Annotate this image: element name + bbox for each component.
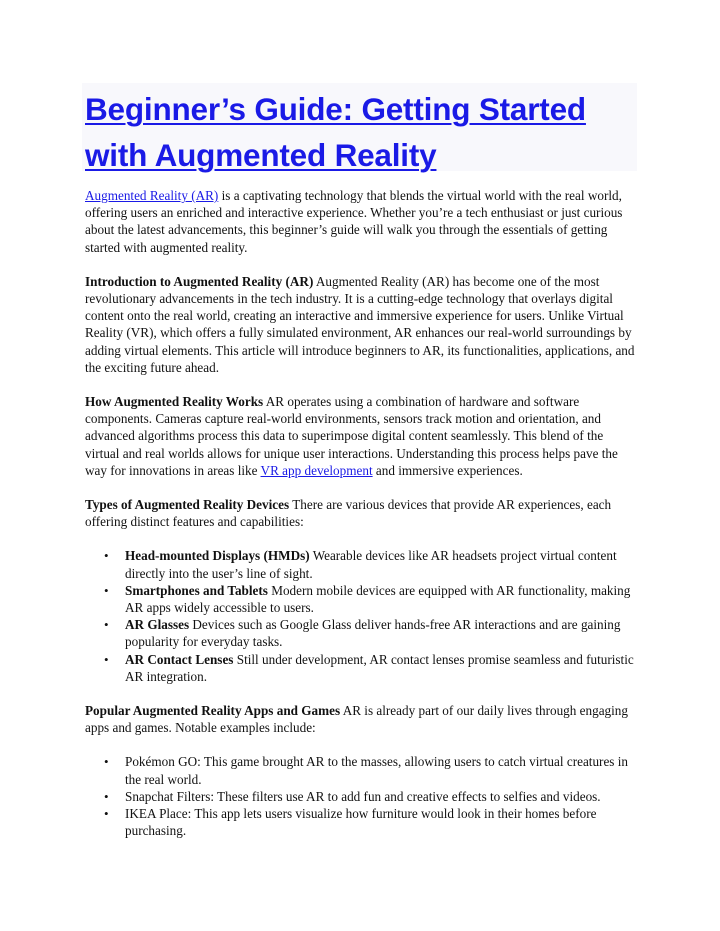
bullet-icon: • xyxy=(104,754,109,770)
list-item-label: AR Glasses xyxy=(125,617,190,633)
how-it-works-text-end: and immersive experiences. xyxy=(372,462,523,478)
vr-app-development-link[interactable]: VR app development xyxy=(260,462,373,478)
bullet-icon: • xyxy=(104,651,109,667)
device-types-text: There are various devices that provide AR experiences, each offering distinct features and capabilities: xyxy=(85,497,612,530)
document-body xyxy=(85,187,637,857)
list-item-text: IKEA Place: This app lets users visualize how furniture would look in their homes before purchasing. xyxy=(125,806,597,839)
list-item-text: Still under development, AR contact lenses promise seamless and futuristic AR integration. xyxy=(125,651,634,684)
device-types-heading: Types of Augmented Reality Devices xyxy=(85,497,290,513)
popular-apps-paragraph xyxy=(85,702,637,736)
list-item xyxy=(104,788,637,805)
how-it-works-text: AR operates using a combination of hardware and software components. Cameras capture real-world environments, sensors track motion and orientation, and advanced algorithms process this data to superimpose digital content seamlessly. This blend of the virtual and real worlds allows for unique user interactions. Understanding this process helps pave the way for innovations in areas like xyxy=(85,394,618,478)
device-types-paragraph xyxy=(85,496,637,530)
list-item-label: Head-mounted Displays (HMDs) xyxy=(125,548,310,564)
device-types-list xyxy=(85,547,637,685)
introduction-paragraph xyxy=(85,273,637,376)
list-item xyxy=(104,582,637,616)
bullet-icon: • xyxy=(104,788,109,804)
how-it-works-heading: How Augmented Reality Works xyxy=(85,394,264,410)
list-item-text: Snapchat Filters: These filters use AR to add fun and creative effects to selfies and videos. xyxy=(125,788,601,804)
list-item-text: Pokémon GO: This game brought AR to the masses, allowing users to catch virtual creatures in the real world. xyxy=(125,754,628,787)
list-item-text: Wearable devices like AR headsets project virtual content directly into the user’s line of sight. xyxy=(125,548,617,581)
bullet-icon: • xyxy=(104,806,109,822)
introduction-heading: Introduction to Augmented Reality (AR) xyxy=(85,273,314,289)
popular-apps-list xyxy=(85,753,637,839)
introduction-text: Augmented Reality (AR) has become one of the most revolutionary advancements in the tech industry. It is a cutting-edge technology that overlays digital content onto the real world, creating an interactive and immersive experience for users. Unlike Virtual Reality (VR), which offers a fully simulated environment, AR enhances our real-world surroundings by adding virtual elements. This article will introduce beginners to AR, its functionalities, applications, and the exciting future ahead. xyxy=(85,273,635,375)
bullet-icon: • xyxy=(104,548,109,564)
bullet-icon: • xyxy=(104,617,109,633)
bullet-icon: • xyxy=(104,582,109,598)
augmented-reality-link[interactable]: Augmented Reality (AR) xyxy=(85,188,219,203)
intro-paragraph xyxy=(85,187,637,256)
list-item xyxy=(104,753,637,787)
list-item xyxy=(104,547,637,581)
popular-apps-heading: Popular Augmented Reality Apps and Games xyxy=(85,703,341,719)
list-item xyxy=(104,616,637,650)
list-item-text: Devices such as Google Glass deliver hands-free AR interactions and are gaining popularity for everyday tasks. xyxy=(125,617,621,650)
page-title[interactable]: Beginner’s Guide: Getting Started with Augmented Reality xyxy=(85,91,586,173)
list-item xyxy=(104,651,637,685)
popular-apps-text: AR is already part of our daily lives through engaging apps and games. Notable examples include: xyxy=(85,703,628,736)
list-item xyxy=(104,805,637,839)
list-item-label: Smartphones and Tablets xyxy=(125,582,268,598)
how-it-works-paragraph xyxy=(85,393,637,479)
list-item-label: AR Contact Lenses xyxy=(125,651,234,667)
list-item-text: Modern mobile devices are equipped with AR functionality, making AR apps widely accessible to users. xyxy=(125,582,631,616)
intro-text: is a captivating technology that blends the virtual world with the real world, offering users an enriched and interactive experience. Whether you’re a tech enthusiast or just curious about the latest advancements, this beginner’s guide will walk you through the essentials of getting started with augmented reality. xyxy=(85,188,623,255)
